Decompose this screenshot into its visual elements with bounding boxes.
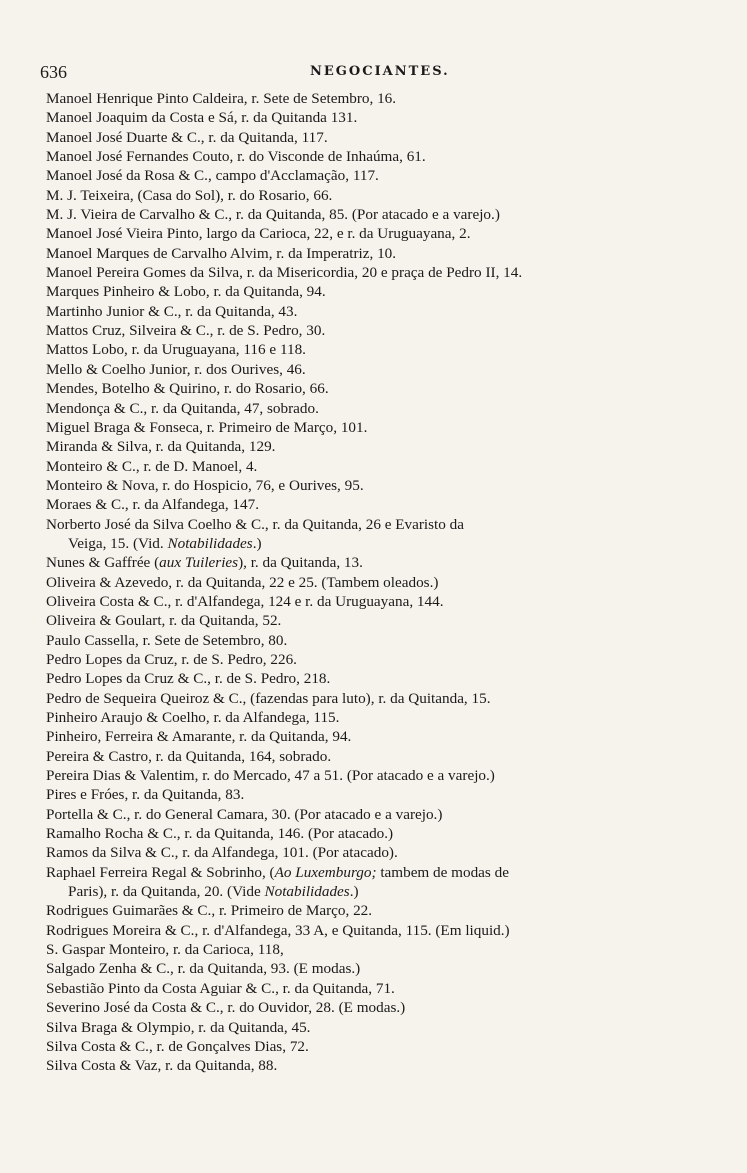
entry-line [46, 380, 329, 397]
entry-text: Manoel José Vieira Pinto, largo da Carioca, 22, e r. da Uruguayana, 2. [46, 225, 471, 243]
list-item [46, 147, 686, 166]
list-item [46, 495, 686, 514]
entry-text: Oliveira & Azevedo, r. da Quitanda, 22 e 25. (Tambem oleados.) [46, 573, 439, 591]
entry-text: Paris), r. da Quitanda, 20. (Vide [68, 883, 265, 901]
list-item [46, 785, 686, 804]
entry-line [46, 322, 325, 339]
list-item [46, 263, 686, 282]
entry-text: Ramalho Rocha & C., r. da Quitanda, 146. (Por atacado.) [46, 825, 394, 843]
list-item [46, 824, 686, 843]
entry-line [46, 786, 244, 803]
list-item [46, 553, 686, 572]
entry-line [46, 129, 328, 146]
entry-line [46, 477, 364, 494]
list-item [46, 843, 686, 862]
entry-line [46, 806, 442, 823]
entry-text: Manoel José Fernandes Couto, r. do Visconde de Inhaúma, 61. [46, 148, 426, 166]
entry-line [46, 283, 326, 300]
entry-line [46, 303, 297, 320]
list-item [46, 998, 686, 1017]
list-item [46, 128, 686, 147]
entry-text: Miguel Braga & Fonseca, r. Primeiro de Março, 101. [46, 418, 368, 436]
page-header [40, 62, 700, 86]
entry-line [46, 922, 510, 939]
entry-line [46, 670, 330, 687]
entry-text: Norberto José da Silva Coelho & C., r. da Quitanda, 26 e Evaristo da [46, 515, 464, 533]
list-item [46, 476, 686, 495]
entry-line [46, 206, 500, 223]
entry-italic-text: Notabilidades [167, 534, 253, 552]
entry-line [46, 458, 257, 475]
entry-text: Mendes, Botelho & Quirino, r. do Rosario, 66. [46, 380, 329, 398]
entry-line [46, 167, 379, 184]
list-item [46, 89, 686, 108]
entry-line [46, 400, 319, 417]
entry-text: Pinheiro, Ferreira & Amarante, r. da Quitanda, 94. [46, 728, 352, 746]
entry-line [46, 496, 259, 513]
list-item [46, 108, 686, 127]
list-item [46, 186, 686, 205]
list-item [46, 379, 686, 398]
list-item [46, 689, 686, 708]
entry-line [46, 728, 351, 745]
entry-continuation [46, 882, 686, 901]
entry-text: Severino José da Costa & C., r. do Ouvidor, 28. (E modas.) [46, 999, 406, 1017]
entry-line [46, 225, 471, 242]
entry-text: S. Gaspar Monteiro, r. da Carioca, 118, [46, 941, 284, 959]
entry-line [46, 554, 363, 571]
entry-line [46, 574, 438, 591]
entry-text: tambem de modas de [376, 863, 509, 881]
entry-text: Silva Costa & Vaz, r. da Quitanda, 88. [46, 1057, 278, 1075]
list-item [46, 166, 686, 185]
entry-line [46, 109, 357, 126]
entry-text: Pedro Lopes da Cruz, r. de S. Pedro, 226. [46, 650, 297, 668]
entry-text: Miranda & Silva, r. da Quitanda, 129. [46, 438, 276, 456]
entry-text: Mattos Cruz, Silveira & C., r. de S. Pedro, 30. [46, 322, 326, 340]
entry-text: Manoel Henrique Pinto Caldeira, r. Sete de Setembro, 16. [46, 90, 397, 107]
entry-line [46, 748, 331, 765]
list-item [46, 340, 686, 359]
entry-text: Oliveira Costa & C., r. d'Alfandega, 124 e r. da Uruguayana, 144. [46, 592, 444, 610]
entry-line [46, 148, 426, 165]
entry-text: Manoel José Duarte & C., r. da Quitanda, 117. [46, 128, 328, 146]
entry-line [46, 864, 509, 881]
entry-continuation [46, 534, 686, 553]
entry-text: Silva Costa & C., r. de Gonçalves Dias, 72. [46, 1037, 309, 1055]
list-item [46, 1037, 686, 1056]
entry-line [46, 960, 360, 977]
list-item [46, 1056, 686, 1075]
list-item [46, 321, 686, 340]
entry-line [46, 1038, 309, 1055]
list-item [46, 592, 686, 611]
entry-text: Raphael Ferreira Regal & Sobrinho, ( [46, 863, 275, 881]
entry-line [46, 825, 393, 842]
entry-text: Rodrigues Moreira & C., r. d'Alfandega, 33 A, e Quitanda, 115. (Em liquid.) [46, 921, 510, 939]
list-item [46, 1018, 686, 1037]
entry-line [46, 709, 339, 726]
list-item [46, 727, 686, 746]
entry-text: Paulo Cassella, r. Sete de Setembro, 80. [46, 631, 288, 649]
list-item [46, 437, 686, 456]
entry-text: Pereira Dias & Valentim, r. do Mercado, 47 a 51. (Por atacado e a varejo.) [46, 767, 495, 785]
entry-text: M. J. Teixeira, (Casa do Sol), r. do Rosario, 66. [46, 186, 333, 204]
list-item [46, 360, 686, 379]
entry-line [46, 651, 297, 668]
entry-text: Pedro Lopes da Cruz & C., r. de S. Pedro, 218. [46, 670, 331, 688]
entry-line [46, 516, 464, 533]
list-item [46, 205, 686, 224]
list-item [46, 708, 686, 727]
entry-line [46, 361, 306, 378]
list-item [46, 224, 686, 243]
entry-text: Veiga, 15. (Vid. [68, 534, 168, 552]
entry-text: Rodrigues Guimarães & C., r. Primeiro de Março, 22. [46, 902, 373, 920]
entry-line [46, 632, 287, 649]
entry-text: Manoel Pereira Gomes da Silva, r. da Misericordia, 20 e praça de Pedro II, 14. [46, 264, 523, 282]
entry-line [46, 767, 495, 784]
entry-text: .) [349, 883, 359, 901]
list-item [46, 863, 686, 902]
entry-line [46, 941, 284, 958]
entry-text: Pires e Fróes, r. da Quitanda, 83. [46, 786, 245, 804]
page-number: 636 [40, 62, 67, 82]
entry-line [46, 341, 306, 358]
entry-text: Martinho Junior & C., r. da Quitanda, 43. [46, 302, 298, 320]
entry-text: Salgado Zenha & C., r. da Quitanda, 93. (E modas.) [46, 960, 361, 978]
entry-line [46, 844, 398, 861]
entry-text: Silva Braga & Olympio, r. da Quitanda, 45. [46, 1018, 311, 1036]
running-head: NEGOCIANTES. [310, 64, 450, 79]
list-item [46, 766, 686, 785]
entry-line [46, 612, 281, 629]
entry-text: Manoel Joaquim da Costa e Sá, r. da Quitanda 131. [46, 109, 358, 127]
entry-line [46, 419, 367, 436]
list-item [46, 669, 686, 688]
list-item [46, 747, 686, 766]
list-item [46, 244, 686, 263]
entry-text: Oliveira & Goulart, r. da Quitanda, 52. [46, 612, 282, 630]
entry-line [46, 264, 522, 281]
entry-text: Mello & Coelho Junior, r. dos Ourives, 46. [46, 360, 306, 378]
entry-line [46, 902, 372, 919]
list-item [46, 959, 686, 978]
entry-italic-text: Notabilidades [264, 883, 350, 901]
entry-line [46, 593, 444, 610]
list-item [46, 901, 686, 920]
list-item [46, 418, 686, 437]
list-item [46, 457, 686, 476]
list-item [46, 611, 686, 630]
list-item [46, 282, 686, 301]
entry-line [46, 1057, 277, 1074]
merchant-list [46, 89, 686, 1076]
entry-line [46, 980, 395, 997]
entry-text: Nunes & Gaffrée ( [46, 554, 160, 572]
entry-text: ), r. da Quitanda, 13. [238, 554, 363, 572]
entry-text: Monteiro & Nova, r. do Hospicio, 76, e Ourives, 95. [46, 476, 364, 494]
entry-text: Marques Pinheiro & Lobo, r. da Quitanda, 94. [46, 283, 326, 301]
list-item [46, 573, 686, 592]
entry-line [46, 187, 332, 204]
entry-text: .) [252, 534, 262, 552]
entry-line [46, 438, 275, 455]
entry-italic-text: aux Tuileries [159, 554, 239, 572]
entry-italic-text: Ao Luxemburgo; [274, 863, 377, 881]
list-item [46, 650, 686, 669]
list-item [46, 940, 686, 959]
list-item [46, 302, 686, 321]
entry-line [46, 690, 491, 707]
list-item [46, 979, 686, 998]
entry-text: Manoel José da Rosa & C., campo d'Acclamação, 117. [46, 167, 379, 185]
list-item [46, 631, 686, 650]
entry-text: Pinheiro Araujo & Coelho, r. da Alfandega, 115. [46, 709, 340, 726]
entry-text: Mattos Lobo, r. da Uruguayana, 116 e 118. [46, 341, 306, 359]
entry-text: Portella & C., r. do General Camara, 30. (Por atacado e a varejo.) [46, 805, 443, 823]
list-item [46, 399, 686, 418]
entry-line [46, 1019, 310, 1036]
entry-line [46, 90, 396, 107]
entry-line [46, 245, 396, 262]
entry-text: M. J. Vieira de Carvalho & C., r. da Quitanda, 85. (Por atacado e a varejo.) [46, 206, 500, 224]
entry-text: Pedro de Sequeira Queiroz & C., (fazendas para luto), r. da Quitanda, 15. [46, 689, 491, 707]
entry-text: Monteiro & C., r. de D. Manoel, 4. [46, 457, 258, 475]
entry-text: Pereira & Castro, r. da Quitanda, 164, sobrado. [46, 747, 332, 765]
entry-text: Sebastião Pinto da Costa Aguiar & C., r. da Quitanda, 71. [46, 979, 395, 997]
entry-text: Ramos da Silva & C., r. da Alfandega, 101. (Por atacado). [46, 844, 398, 862]
entry-line [46, 999, 405, 1016]
list-item [46, 805, 686, 824]
entry-text: Manoel Marques de Carvalho Alvim, r. da Imperatriz, 10. [46, 244, 397, 262]
entry-text: Mendonça & C., r. da Quitanda, 47, sobrado. [46, 399, 319, 417]
entry-text: Moraes & C., r. da Alfandega, 147. [46, 496, 260, 514]
list-item [46, 515, 686, 554]
list-item [46, 921, 686, 940]
